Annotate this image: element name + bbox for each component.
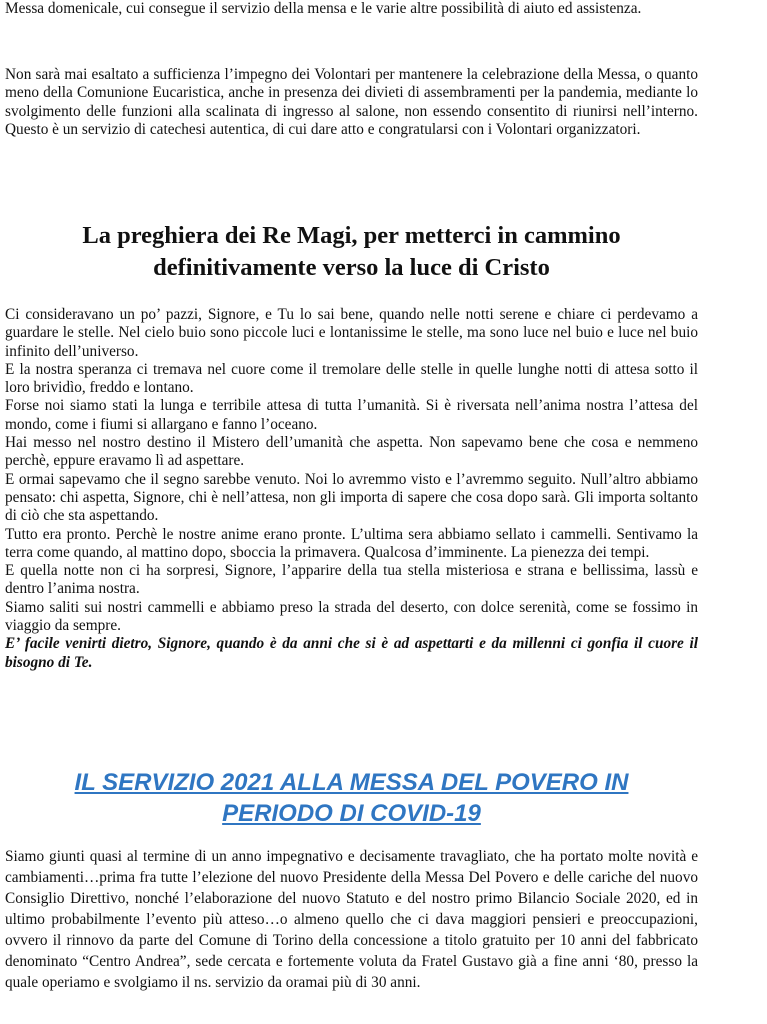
prayer-paragraph: Hai messo nel nostro destino il Mistero dell’umanità che aspetta. Non sapevamo bene che cosa e nemmeno perchè, eppure eravamo lì ad aspettare. <box>5 434 698 470</box>
prayer-paragraph: E quella notte non ci ha sorpresi, Signore, l’apparire della tua stella misteriosa e strana e bellissima, lassù e dentro l’anima nostra. <box>5 562 698 598</box>
prayer-paragraph: Ci consideravano un po’ pazzi, Signore, e Tu lo sai bene, quando nelle notti serene e chiare ci perdevamo a guardare le stelle. Nel cielo buio sono piccole luci e lontanissime le stelle, ma sono luce nel buio e luce nel buio infinito dell’universo. <box>5 306 698 360</box>
paragraph-intro: Messa domenicale, cui consegue il servizio della mensa e le varie altre possibilità di aiuto ed assistenza. <box>5 0 642 17</box>
section-title-servizio-line2: PERIODO DI COVID-19 <box>222 800 481 827</box>
section-title-re-magi-line2: definitivamente verso la luce di Cristo <box>153 254 550 281</box>
section-title-servizio-line1: IL SERVIZIO 2021 ALLA MESSA DEL POVERO IN <box>74 769 629 796</box>
paragraph-servizio: Siamo giunti quasi al termine di un anno impegnativo e decisamente travagliato, che ha portato molte novità e cambiamenti…prima fra tutte l’elezione del nuovo Presidente della Messa Del Povero e delle cariche del nuovo Consiglio Direttivo, nonché l’elaborazione del nuovo Statuto e del nostro primo Bilancio Sociale 2020, ed in ultimo probabilmente l’evento più atteso…o almeno quello che ci dava maggiori pensieri e preoccupazioni, ovvero il rinnovo da parte del Comune di Torino della concessione a titolo gratuito per 10 anni del fabbricato denominato “Centro Andrea”, sede cercata e fortemente voluta da Fratel Gustavo già a fine anni ‘80, presso la quale operiamo e svolgiamo il ns. servizio da oramai più di 30 anni. <box>5 848 698 991</box>
prayer-body <box>5 306 698 672</box>
prayer-paragraph: Siamo saliti sui nostri cammelli e abbiamo preso la strada del deserto, con dolce serenità, come se fossimo in viaggio da sempre. <box>5 598 698 635</box>
prayer-paragraph: E ormai sapevamo che il segno sarebbe venuto. Noi lo avremmo visto e l’avremmo seguito. Null’altro abbiamo pensato: chi aspetta, Signore, chi è nell’attesa, non gli importa di sapere che cosa dopo sarà. Gli importa soltanto di ciò che sta aspettando. <box>5 470 698 525</box>
paragraph-volontari: Non sarà mai esaltato a sufficienza l’impegno dei Volontari per mantenere la celebrazione della Messa, o quanto meno della Comunione Eucaristica, anche in presenza dei divieti di assembramenti per la pandemia, mediante lo svolgimento delle funzioni alla scalinata di ingresso al salone, non essendo consentito di riunirsi nell’interno. Questo è un servizio di catechesi autentica, di cui dare atto e congratularsi con i Volontari organizzatori. <box>5 66 698 138</box>
prayer-paragraph: E la nostra speranza ci tremava nel cuore come il tremolare delle stelle in quelle lunghe notti di attesa sotto il loro brividìo, freddo e lontano. <box>5 360 698 397</box>
prayer-paragraph: Tutto era pronto. Perchè le nostre anime erano pronte. L’ultima sera abbiamo sellato i cammelli. Sentivamo la terra come quando, al mattino dopo, sboccia la primavera. Qualcosa d’imminente. La pienezza dei tempi. <box>5 525 698 561</box>
section-title-re-magi-line1: La preghiera dei Re Magi, per metterci in cammino <box>82 222 621 249</box>
section-title-re-magi <box>5 220 698 284</box>
prayer-closing: E’ facile venirti dietro, Signore, quando è da anni che si è ad aspettarti e da millenni ci gonfia il cuore il bisogno di Te. <box>5 635 698 671</box>
prayer-paragraph: Forse noi siamo stati la lunga e terribile attesa di tutta l’umanità. Si è riversata nell’anima nostra l’attesa del mondo, come i fiumi si allargano e fanno l’oceano. <box>5 397 698 433</box>
section-title-servizio-2021 <box>5 767 698 829</box>
